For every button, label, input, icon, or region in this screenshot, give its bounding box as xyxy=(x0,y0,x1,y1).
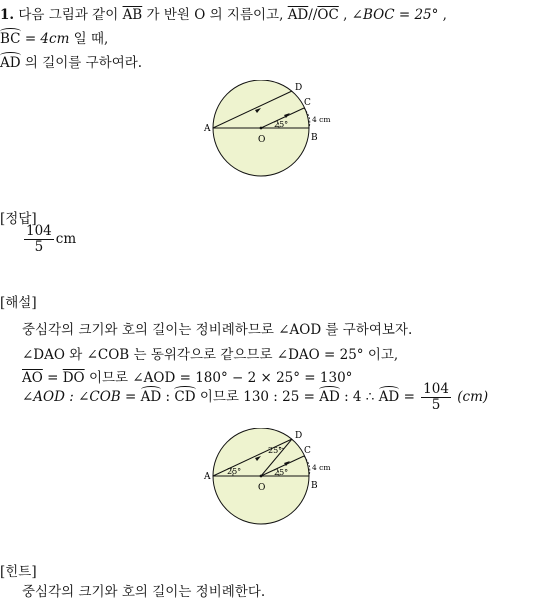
explanation-text: 이므로 ∠AOD = 180° − 2 × 25° = 130° xyxy=(88,370,353,386)
problem-text: 다음 그림과 같이 xyxy=(18,7,119,23)
label-b: B xyxy=(311,133,318,143)
answer-heading: [정답] xyxy=(0,211,37,227)
explanation-text: 이므로 130 : 25 = xyxy=(199,389,315,405)
label-angle-d: 25° xyxy=(268,446,283,455)
explanation-line-2: ∠DAO 와 ∠COB 는 동위각으로 같으므로 ∠DAO = 25° 이고, xyxy=(22,347,399,363)
segment-ao: $\overline{AO}$ xyxy=(22,370,43,386)
label-length: 4 cm xyxy=(312,463,331,472)
hint-heading: [힌트] xyxy=(0,564,37,580)
label-d: D xyxy=(295,83,303,93)
arc-ad: AD xyxy=(140,389,162,405)
center-dot xyxy=(260,127,263,130)
colon: : xyxy=(165,389,171,405)
answer-numerator: 104 xyxy=(26,223,52,239)
explanation-heading: [해설] xyxy=(0,295,37,311)
figure-2-semicircle xyxy=(200,428,335,528)
comma: , xyxy=(343,7,348,23)
arc-bc: BC xyxy=(0,31,21,47)
arc-cd: CD xyxy=(174,389,196,405)
result-fraction xyxy=(421,382,451,413)
answer-value xyxy=(22,224,76,255)
equals: = xyxy=(403,389,415,405)
result-unit: (cm) xyxy=(457,389,489,405)
problem-line-3 xyxy=(0,51,142,71)
arc-bc-value: = 4cm xyxy=(24,31,70,47)
answer-denominator: 5 xyxy=(34,239,44,255)
segment-ab: $\overline{AB}$ xyxy=(122,7,143,23)
label-angle-a: 25° xyxy=(227,467,242,476)
problem-number: 1. xyxy=(0,7,15,23)
parallel-symbol: // xyxy=(308,7,318,23)
segment-ad: $\overline{AD}$ xyxy=(287,7,309,23)
problem-text: 가 반원 O 의 지름이고, xyxy=(146,7,284,23)
arc-ad: AD xyxy=(319,389,340,405)
label-c: C xyxy=(304,446,311,456)
angle-boc: ∠BOC = 25° xyxy=(351,7,439,23)
arc-ad: AD xyxy=(378,389,400,405)
explanation-line-1: 중심각의 크기와 호의 길이는 정비례하므로 ∠AOD 를 구하여보자. xyxy=(22,322,413,338)
comma: , xyxy=(442,7,447,23)
label-o: O xyxy=(258,483,266,493)
problem-text: 의 길이를 구하여라. xyxy=(24,55,143,71)
label-angle-o: 25° xyxy=(274,468,289,477)
equals: = xyxy=(47,370,59,386)
hint-line-1: 중심각의 크기와 호의 길이는 정비례한다. xyxy=(22,584,266,600)
figure-1-semicircle xyxy=(200,80,335,180)
label-c: C xyxy=(304,98,311,108)
problem-line-2 xyxy=(0,27,108,47)
explanation-line-4 xyxy=(22,382,488,413)
label-a: A xyxy=(204,124,211,134)
segment-do: $\overline{DO}$ xyxy=(62,370,85,386)
label-b: B xyxy=(311,481,318,491)
label-a: A xyxy=(204,472,211,482)
result-numerator: 104 xyxy=(423,381,449,397)
label-angle: 25° xyxy=(274,120,289,129)
label-d: D xyxy=(295,431,303,441)
problem-text: 일 때, xyxy=(73,31,109,47)
arc-ad: AD xyxy=(0,55,21,71)
segment-oc: $\overline{OC}$ xyxy=(317,7,339,23)
answer-fraction xyxy=(24,224,54,255)
explanation-text: : 4 ∴ xyxy=(344,389,375,405)
label-length: 4 cm xyxy=(312,115,331,124)
explanation-text: ∠AOD : ∠COB = xyxy=(22,389,137,405)
label-o: O xyxy=(258,135,266,145)
center-dot xyxy=(260,475,263,478)
answer-unit: cm xyxy=(55,231,77,247)
problem-line-1 xyxy=(0,3,447,23)
result-denominator: 5 xyxy=(431,397,441,413)
